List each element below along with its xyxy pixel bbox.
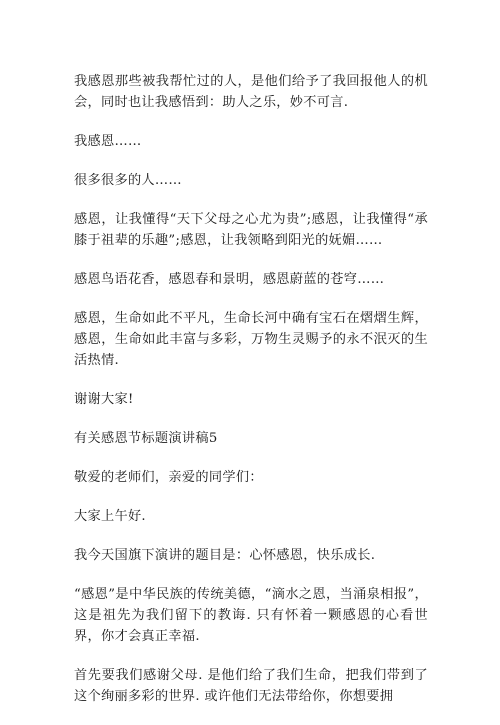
speech-title: 有关感恩节标题演讲稿5 bbox=[74, 431, 218, 446]
paragraph-thanks-all: 谢谢大家! bbox=[74, 392, 134, 407]
paragraph-gratitude-lessons: 感恩，让我懂得“天下父母之心尤为贵”;感恩，让我懂得“承膝于祖辈的乐趣”;感恩，让我领略到阳光的妩媚…… bbox=[74, 212, 428, 248]
speech-greeting: 敬爱的老师们，亲爱的同学们： bbox=[74, 470, 263, 485]
speech-good-morning: 大家上午好. bbox=[74, 509, 146, 524]
document-body bbox=[74, 71, 428, 725]
paragraph-thank-parents: 首先要我们感谢父母. 是他们给了我们生命，把我们带到了这个绚丽多彩的世界. 或许他们无法带给你，你想要拥 bbox=[74, 668, 428, 704]
paragraph-gratitude-nature: 感恩鸟语花香，感恩春和景明，感恩蔚蓝的苍穹…… bbox=[74, 272, 385, 287]
paragraph-i-thank: 我感恩…… bbox=[74, 134, 142, 149]
paragraph-gratitude-life: 感恩，生命如此不平凡，生命长河中确有宝石在熠熠生辉，感恩，生命如此丰富与多彩，万物生灵赐予的永不泯灭的生活热情. bbox=[74, 311, 428, 368]
paragraph-gratitude-virtue: “感恩”是中华民族的传统美德，“滴水之恩，当涌泉相报”，这是祖先为我们留下的教诲. 只有怀着一颗感恩的心看世界，你才会真正幸福. bbox=[74, 587, 428, 644]
paragraph-gratitude-helping: 我感恩那些被我帮忙过的人，是他们给予了我回报他人的机会，同时也让我感悟到：助人之乐，妙不可言. bbox=[74, 74, 428, 110]
speech-topic: 我今天国旗下演讲的题目是：心怀感恩，快乐成长. bbox=[74, 548, 376, 563]
paragraph-many-people: 很多很多的人…… bbox=[74, 173, 182, 188]
